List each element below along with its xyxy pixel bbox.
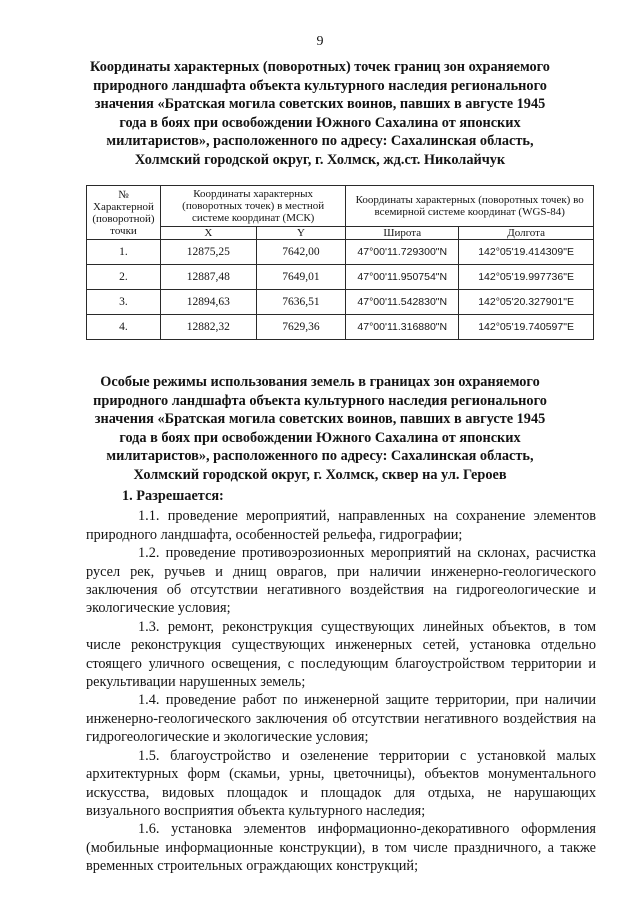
heading-line: значения «Братская могила советских воинов, павших в августе 1945 <box>94 96 546 112</box>
coord-x: 12882,32 <box>160 315 256 340</box>
list-item: 1.6. установка элементов информационно-декоративного оформления (мобильные информационные конструкции), в том числе праздничного, а также временных строительных ограждающих конструкций; <box>86 821 596 875</box>
coord-x: 12875,25 <box>160 240 256 265</box>
coordinates-table <box>86 185 594 340</box>
header-latitude: Широта <box>346 227 459 240</box>
latitude: 47°00'11.542830"N <box>346 290 459 315</box>
section-permitted <box>86 487 596 876</box>
table-row <box>87 290 594 315</box>
heading-line: Координаты характерных (поворотных) точек границ зон охраняемого <box>90 59 550 75</box>
latitude: 47°00'11.729300"N <box>346 240 459 265</box>
list-item: 1.4. проведение работ по инженерной защите территории, при наличии инженерно-геологического заключения об отсутствии негативного воздействия на гидрогеологические и экологические условия; <box>86 692 596 746</box>
longitude: 142°05'19.414309"E <box>459 240 594 265</box>
coord-y: 7629,36 <box>256 315 346 340</box>
coord-x: 12894,63 <box>160 290 256 315</box>
page-number: 9 <box>316 34 324 49</box>
list-item: 1.3. ремонт, реконструкция существующих линейных объектов, в том числе реконструкция существующих инженерных сетей, установка отдельно стоящего уличного освещения, с последующим благоустройством территории и рекультивации нарушенных земель; <box>86 618 596 691</box>
point-number: 1. <box>87 240 161 265</box>
latitude: 47°00'11.950754"N <box>346 265 459 290</box>
table-row <box>87 265 594 290</box>
header-local-coords: Координаты характерных (поворотных точек) в местной системе координат (МСК) <box>160 186 345 227</box>
longitude: 142°05'19.997736"E <box>459 265 594 290</box>
header-x: X <box>160 227 256 240</box>
latitude: 47°00'11.316880"N <box>346 315 459 340</box>
special-regimes-heading <box>40 373 600 484</box>
heading-line: года в боях при освобождении Южного Сахалина от японских <box>119 114 521 131</box>
coord-y: 7636,51 <box>256 290 346 315</box>
heading-line: Холмский городской округ, г. Холмск, жд.ст. Николайчук <box>134 151 506 168</box>
coord-x: 12887,48 <box>160 265 256 290</box>
longitude: 142°05'20.327901"E <box>459 290 594 315</box>
point-number: 4. <box>87 315 161 340</box>
heading-line: природного ландшафта объекта культурного наследия регионального <box>93 392 547 409</box>
section-title: 1. Разрешается: <box>122 488 224 504</box>
table-row <box>87 240 594 265</box>
heading-line: милитаристов», расположенного по адресу: Сахалинская область, <box>106 133 534 149</box>
table-row <box>87 315 594 340</box>
heading-line: года в боях при освобождении Южного Сахалина от японских <box>119 429 521 446</box>
list-item: 1.5. благоустройство и озеленение территории с установкой малых архитектурных форм (скамьи, урны, цветочницы), объектов монументального искусства, видовых площадок и площадок для отдыха, не нарушающих визуального восприятия объекта культурного наследия; <box>86 747 596 819</box>
longitude: 142°05'19.740597"E <box>459 315 594 340</box>
heading-line: значения «Братская могила советских воинов, павших в августе 1945 <box>94 411 546 427</box>
header-point-number: № Характерной (поворотной) точки <box>87 186 161 240</box>
heading-line: Особые режимы использования земель в границах зон охраняемого <box>100 374 540 390</box>
coord-y: 7649,01 <box>256 265 346 290</box>
header-world-coords: Координаты характерных (поворотных точек) во всемирной системе координат (WGS-84) <box>346 186 594 227</box>
point-number: 3. <box>87 290 161 315</box>
list-item: 1.2. проведение противоэрозионных мероприятий на склонах, расчистка русел рек, ручьев и днищ оврагов, при наличии инженерно-геологического заключения об отсутствии негативного воздействия на гидрогеологические и экологические условия; <box>86 545 596 617</box>
list-item: 1.1. проведение мероприятий, направленных на сохранение элементов природного ландшафта, особенностей рельефа, гидрографии; <box>86 508 596 543</box>
heading-line: милитаристов», расположенного по адресу: Сахалинская область, <box>106 448 534 464</box>
header-y: Y <box>256 227 346 240</box>
header-longitude: Долгота <box>459 227 594 240</box>
heading-line: природного ландшафта объекта культурного наследия регионального <box>93 77 547 94</box>
point-number: 2. <box>87 265 161 290</box>
heading-line: Холмский городской округ, г. Холмск, сквер на ул. Героев <box>133 466 507 483</box>
coord-y: 7642,00 <box>256 240 346 265</box>
coordinates-heading <box>40 58 600 169</box>
